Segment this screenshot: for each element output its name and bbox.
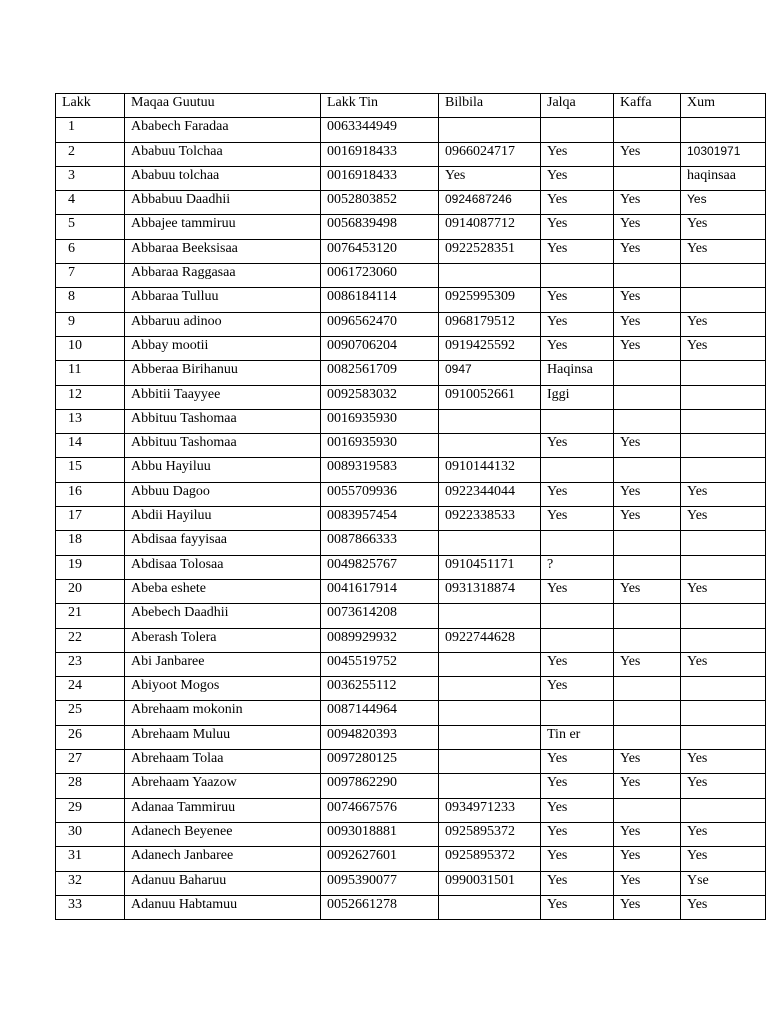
jalqa-cell: Yes: [541, 336, 614, 360]
tin-cell: 0036255112: [321, 677, 439, 701]
xum-cell: [681, 555, 766, 579]
xum-cell: [681, 288, 766, 312]
tin-cell: 0016918433: [321, 166, 439, 190]
kaffa-cell: [614, 555, 681, 579]
table-row: [56, 312, 766, 336]
jalqa-cell: Yes: [541, 822, 614, 846]
bilbila-cell: [439, 701, 541, 725]
tin-cell: 0090706204: [321, 336, 439, 360]
jalqa-cell: Yes: [541, 895, 614, 919]
jalqa-cell: Haqinsa: [541, 361, 614, 385]
table-row: [56, 871, 766, 895]
jalqa-cell: Yes: [541, 482, 614, 506]
name-cell: Abebech Daadhii: [125, 604, 321, 628]
bilbila-cell: 0924687246: [439, 191, 541, 215]
jalqa-cell: Yes: [541, 434, 614, 458]
xum-cell: [681, 677, 766, 701]
name-cell: Abbaruu adinoo: [125, 312, 321, 336]
jalqa-cell: Yes: [541, 652, 614, 676]
table-row: [56, 750, 766, 774]
kaffa-cell: [614, 798, 681, 822]
table-row: [56, 288, 766, 312]
table-row: [56, 264, 766, 288]
tin-cell: 0045519752: [321, 652, 439, 676]
jalqa-cell: Yes: [541, 677, 614, 701]
jalqa-cell: Yes: [541, 166, 614, 190]
tin-cell: 0097280125: [321, 750, 439, 774]
header-lakk: Lakk: [56, 94, 125, 118]
table-row: [56, 458, 766, 482]
table-row: [56, 847, 766, 871]
name-cell: Abdisaa fayyisaa: [125, 531, 321, 555]
tin-cell: 0092583032: [321, 385, 439, 409]
bilbila-cell: 0922528351: [439, 239, 541, 263]
lakk-cell: 6: [56, 239, 125, 263]
lakk-cell: 16: [56, 482, 125, 506]
bilbila-cell: 0922344044: [439, 482, 541, 506]
kaffa-cell: Yes: [614, 822, 681, 846]
jalqa-cell: Yes: [541, 507, 614, 531]
bilbila-cell: [439, 409, 541, 433]
xum-cell: [681, 385, 766, 409]
lakk-cell: 17: [56, 507, 125, 531]
kaffa-cell: [614, 166, 681, 190]
jalqa-cell: [541, 701, 614, 725]
table-row: [56, 239, 766, 263]
tin-cell: 0016935930: [321, 409, 439, 433]
header-kaffa: Kaffa: [614, 94, 681, 118]
table-row: [56, 774, 766, 798]
jalqa-cell: Iggi: [541, 385, 614, 409]
bilbila-cell: 0968179512: [439, 312, 541, 336]
jalqa-cell: Yes: [541, 312, 614, 336]
kaffa-cell: [614, 701, 681, 725]
kaffa-cell: Yes: [614, 871, 681, 895]
table-row: [56, 822, 766, 846]
bilbila-cell: 0966024717: [439, 142, 541, 166]
name-cell: Abeba eshete: [125, 579, 321, 603]
table-row: [56, 118, 766, 142]
name-cell: Ababech Faradaa: [125, 118, 321, 142]
name-cell: Aberash Tolera: [125, 628, 321, 652]
name-cell: Abbaraa Tulluu: [125, 288, 321, 312]
tin-cell: 0089929932: [321, 628, 439, 652]
table-header-row: [56, 94, 766, 118]
bilbila-cell: [439, 264, 541, 288]
lakk-cell: 1: [56, 118, 125, 142]
table-row: [56, 628, 766, 652]
lakk-cell: 7: [56, 264, 125, 288]
xum-cell: Yes: [681, 482, 766, 506]
jalqa-cell: Yes: [541, 288, 614, 312]
tin-cell: 0056839498: [321, 215, 439, 239]
kaffa-cell: [614, 118, 681, 142]
kaffa-cell: [614, 458, 681, 482]
xum-cell: Yes: [681, 239, 766, 263]
tin-cell: 0089319583: [321, 458, 439, 482]
table-row: [56, 409, 766, 433]
jalqa-cell: Yes: [541, 239, 614, 263]
bilbila-cell: 0947: [439, 361, 541, 385]
lakk-cell: 2: [56, 142, 125, 166]
kaffa-cell: Yes: [614, 482, 681, 506]
bilbila-cell: [439, 750, 541, 774]
roster-table: [55, 93, 766, 920]
name-cell: Abdii Hayiluu: [125, 507, 321, 531]
xum-cell: [681, 725, 766, 749]
tin-cell: 0093018881: [321, 822, 439, 846]
tin-cell: 0016935930: [321, 434, 439, 458]
bilbila-cell: Yes: [439, 166, 541, 190]
lakk-cell: 14: [56, 434, 125, 458]
tin-cell: 0016918433: [321, 142, 439, 166]
xum-cell: [681, 361, 766, 385]
lakk-cell: 19: [56, 555, 125, 579]
name-cell: Abdisaa Tolosaa: [125, 555, 321, 579]
table-row: [56, 895, 766, 919]
jalqa-cell: [541, 531, 614, 555]
name-cell: Abbabuu Daadhii: [125, 191, 321, 215]
bilbila-cell: [439, 434, 541, 458]
bilbila-cell: 0922338533: [439, 507, 541, 531]
name-cell: Abbajee tammiruu: [125, 215, 321, 239]
name-cell: Adanuu Habtamuu: [125, 895, 321, 919]
table-body: [56, 118, 766, 920]
name-cell: Abberaa Birihanuu: [125, 361, 321, 385]
jalqa-cell: Yes: [541, 191, 614, 215]
bilbila-cell: 0934971233: [439, 798, 541, 822]
tin-cell: 0086184114: [321, 288, 439, 312]
jalqa-cell: Yes: [541, 215, 614, 239]
name-cell: Abbitii Taayyee: [125, 385, 321, 409]
bilbila-cell: [439, 652, 541, 676]
tin-cell: 0074667576: [321, 798, 439, 822]
tin-cell: 0052803852: [321, 191, 439, 215]
table-row: [56, 142, 766, 166]
lakk-cell: 8: [56, 288, 125, 312]
bilbila-cell: 0914087712: [439, 215, 541, 239]
name-cell: Abbaraa Beeksisaa: [125, 239, 321, 263]
table-row: [56, 336, 766, 360]
bilbila-cell: [439, 774, 541, 798]
tin-cell: 0063344949: [321, 118, 439, 142]
xum-cell: Yes: [681, 191, 766, 215]
table-row: [56, 361, 766, 385]
xum-cell: Yes: [681, 847, 766, 871]
header-xum: Xum: [681, 94, 766, 118]
name-cell: Abbay mootii: [125, 336, 321, 360]
kaffa-cell: Yes: [614, 215, 681, 239]
jalqa-cell: [541, 458, 614, 482]
lakk-cell: 33: [56, 895, 125, 919]
kaffa-cell: Yes: [614, 895, 681, 919]
xum-cell: [681, 434, 766, 458]
xum-cell: Yes: [681, 579, 766, 603]
bilbila-cell: 0910451171: [439, 555, 541, 579]
jalqa-cell: [541, 628, 614, 652]
name-cell: Abrehaam Yaazow: [125, 774, 321, 798]
header-bilbila: Bilbila: [439, 94, 541, 118]
table-row: [56, 652, 766, 676]
name-cell: Adanaa Tammiruu: [125, 798, 321, 822]
xum-cell: [681, 118, 766, 142]
name-cell: Abrehaam Muluu: [125, 725, 321, 749]
bilbila-cell: [439, 725, 541, 749]
xum-cell: [681, 409, 766, 433]
table-row: [56, 385, 766, 409]
tin-cell: 0055709936: [321, 482, 439, 506]
lakk-cell: 30: [56, 822, 125, 846]
kaffa-cell: [614, 385, 681, 409]
table-row: [56, 215, 766, 239]
name-cell: Abrehaam Tolaa: [125, 750, 321, 774]
name-cell: Ababuu tolchaa: [125, 166, 321, 190]
lakk-cell: 13: [56, 409, 125, 433]
jalqa-cell: ?: [541, 555, 614, 579]
xum-cell: Yes: [681, 336, 766, 360]
name-cell: Adanech Janbaree: [125, 847, 321, 871]
kaffa-cell: Yes: [614, 847, 681, 871]
lakk-cell: 24: [56, 677, 125, 701]
bilbila-cell: 0925895372: [439, 847, 541, 871]
table-row: [56, 701, 766, 725]
lakk-cell: 11: [56, 361, 125, 385]
name-cell: Abbuu Dagoo: [125, 482, 321, 506]
xum-cell: Yes: [681, 507, 766, 531]
xum-cell: Yes: [681, 750, 766, 774]
kaffa-cell: Yes: [614, 652, 681, 676]
xum-cell: [681, 628, 766, 652]
bilbila-cell: 0990031501: [439, 871, 541, 895]
xum-cell: 10301971: [681, 142, 766, 166]
kaffa-cell: Yes: [614, 239, 681, 263]
xum-cell: Yes: [681, 895, 766, 919]
header-maqaa-guutuu: Maqaa Guutuu: [125, 94, 321, 118]
tin-cell: 0082561709: [321, 361, 439, 385]
tin-cell: 0049825767: [321, 555, 439, 579]
tin-cell: 0094820393: [321, 725, 439, 749]
tin-cell: 0087144964: [321, 701, 439, 725]
bilbila-cell: 0922744628: [439, 628, 541, 652]
tin-cell: 0097862290: [321, 774, 439, 798]
kaffa-cell: [614, 725, 681, 749]
kaffa-cell: Yes: [614, 507, 681, 531]
table-row: [56, 579, 766, 603]
name-cell: Abbaraa Raggasaa: [125, 264, 321, 288]
jalqa-cell: Yes: [541, 798, 614, 822]
table-row: [56, 798, 766, 822]
tin-cell: 0041617914: [321, 579, 439, 603]
bilbila-cell: [439, 677, 541, 701]
kaffa-cell: Yes: [614, 336, 681, 360]
xum-cell: Yes: [681, 774, 766, 798]
bilbila-cell: [439, 895, 541, 919]
name-cell: Abbituu Tashomaa: [125, 409, 321, 433]
xum-cell: Yes: [681, 312, 766, 336]
bilbila-cell: [439, 118, 541, 142]
jalqa-cell: [541, 604, 614, 628]
table-row: [56, 191, 766, 215]
name-cell: Ababuu Tolchaa: [125, 142, 321, 166]
lakk-cell: 3: [56, 166, 125, 190]
bilbila-cell: 0925895372: [439, 822, 541, 846]
kaffa-cell: Yes: [614, 750, 681, 774]
lakk-cell: 18: [56, 531, 125, 555]
lakk-cell: 27: [56, 750, 125, 774]
lakk-cell: 15: [56, 458, 125, 482]
table-row: [56, 166, 766, 190]
jalqa-cell: Yes: [541, 750, 614, 774]
tin-cell: 0083957454: [321, 507, 439, 531]
bilbila-cell: 0910144132: [439, 458, 541, 482]
lakk-cell: 22: [56, 628, 125, 652]
xum-cell: Yes: [681, 652, 766, 676]
name-cell: Adanech Beyenee: [125, 822, 321, 846]
jalqa-cell: [541, 118, 614, 142]
bilbila-cell: 0925995309: [439, 288, 541, 312]
lakk-cell: 28: [56, 774, 125, 798]
lakk-cell: 29: [56, 798, 125, 822]
bilbila-cell: [439, 531, 541, 555]
bilbila-cell: 0919425592: [439, 336, 541, 360]
jalqa-cell: Yes: [541, 847, 614, 871]
table-row: [56, 434, 766, 458]
lakk-cell: 20: [56, 579, 125, 603]
tin-cell: 0087866333: [321, 531, 439, 555]
jalqa-cell: Yes: [541, 774, 614, 798]
xum-cell: [681, 701, 766, 725]
table-row: [56, 725, 766, 749]
bilbila-cell: 0910052661: [439, 385, 541, 409]
kaffa-cell: [614, 264, 681, 288]
kaffa-cell: Yes: [614, 579, 681, 603]
bilbila-cell: 0931318874: [439, 579, 541, 603]
jalqa-cell: [541, 409, 614, 433]
kaffa-cell: [614, 531, 681, 555]
table-row: [56, 555, 766, 579]
xum-cell: Yes: [681, 215, 766, 239]
lakk-cell: 23: [56, 652, 125, 676]
tin-cell: 0073614208: [321, 604, 439, 628]
name-cell: Abi Janbaree: [125, 652, 321, 676]
header-lakk-tin: Lakk Tin: [321, 94, 439, 118]
table-row: [56, 507, 766, 531]
lakk-cell: 32: [56, 871, 125, 895]
table-row: [56, 604, 766, 628]
kaffa-cell: Yes: [614, 774, 681, 798]
kaffa-cell: [614, 604, 681, 628]
xum-cell: [681, 531, 766, 555]
table-row: [56, 531, 766, 555]
tin-cell: 0076453120: [321, 239, 439, 263]
name-cell: Abbituu Tashomaa: [125, 434, 321, 458]
header-jalqa: Jalqa: [541, 94, 614, 118]
name-cell: Abiyoot Mogos: [125, 677, 321, 701]
kaffa-cell: Yes: [614, 142, 681, 166]
kaffa-cell: Yes: [614, 191, 681, 215]
lakk-cell: 4: [56, 191, 125, 215]
lakk-cell: 21: [56, 604, 125, 628]
kaffa-cell: [614, 677, 681, 701]
kaffa-cell: [614, 409, 681, 433]
tin-cell: 0095390077: [321, 871, 439, 895]
jalqa-cell: Yes: [541, 579, 614, 603]
lakk-cell: 26: [56, 725, 125, 749]
jalqa-cell: Yes: [541, 142, 614, 166]
lakk-cell: 10: [56, 336, 125, 360]
lakk-cell: 9: [56, 312, 125, 336]
name-cell: Abrehaam mokonin: [125, 701, 321, 725]
kaffa-cell: Yes: [614, 312, 681, 336]
xum-cell: [681, 604, 766, 628]
table-row: [56, 677, 766, 701]
tin-cell: 0052661278: [321, 895, 439, 919]
bilbila-cell: [439, 604, 541, 628]
kaffa-cell: [614, 628, 681, 652]
xum-cell: [681, 798, 766, 822]
kaffa-cell: Yes: [614, 434, 681, 458]
xum-cell: [681, 264, 766, 288]
xum-cell: [681, 458, 766, 482]
jalqa-cell: Yes: [541, 871, 614, 895]
kaffa-cell: [614, 361, 681, 385]
tin-cell: 0061723060: [321, 264, 439, 288]
name-cell: Abbu Hayiluu: [125, 458, 321, 482]
xum-cell: Yes: [681, 822, 766, 846]
jalqa-cell: [541, 264, 614, 288]
lakk-cell: 5: [56, 215, 125, 239]
name-cell: Adanuu Baharuu: [125, 871, 321, 895]
lakk-cell: 12: [56, 385, 125, 409]
tin-cell: 0092627601: [321, 847, 439, 871]
xum-cell: Yse: [681, 871, 766, 895]
xum-cell: haqinsaa: [681, 166, 766, 190]
jalqa-cell: Tin er: [541, 725, 614, 749]
kaffa-cell: Yes: [614, 288, 681, 312]
lakk-cell: 25: [56, 701, 125, 725]
lakk-cell: 31: [56, 847, 125, 871]
tin-cell: 0096562470: [321, 312, 439, 336]
table-row: [56, 482, 766, 506]
